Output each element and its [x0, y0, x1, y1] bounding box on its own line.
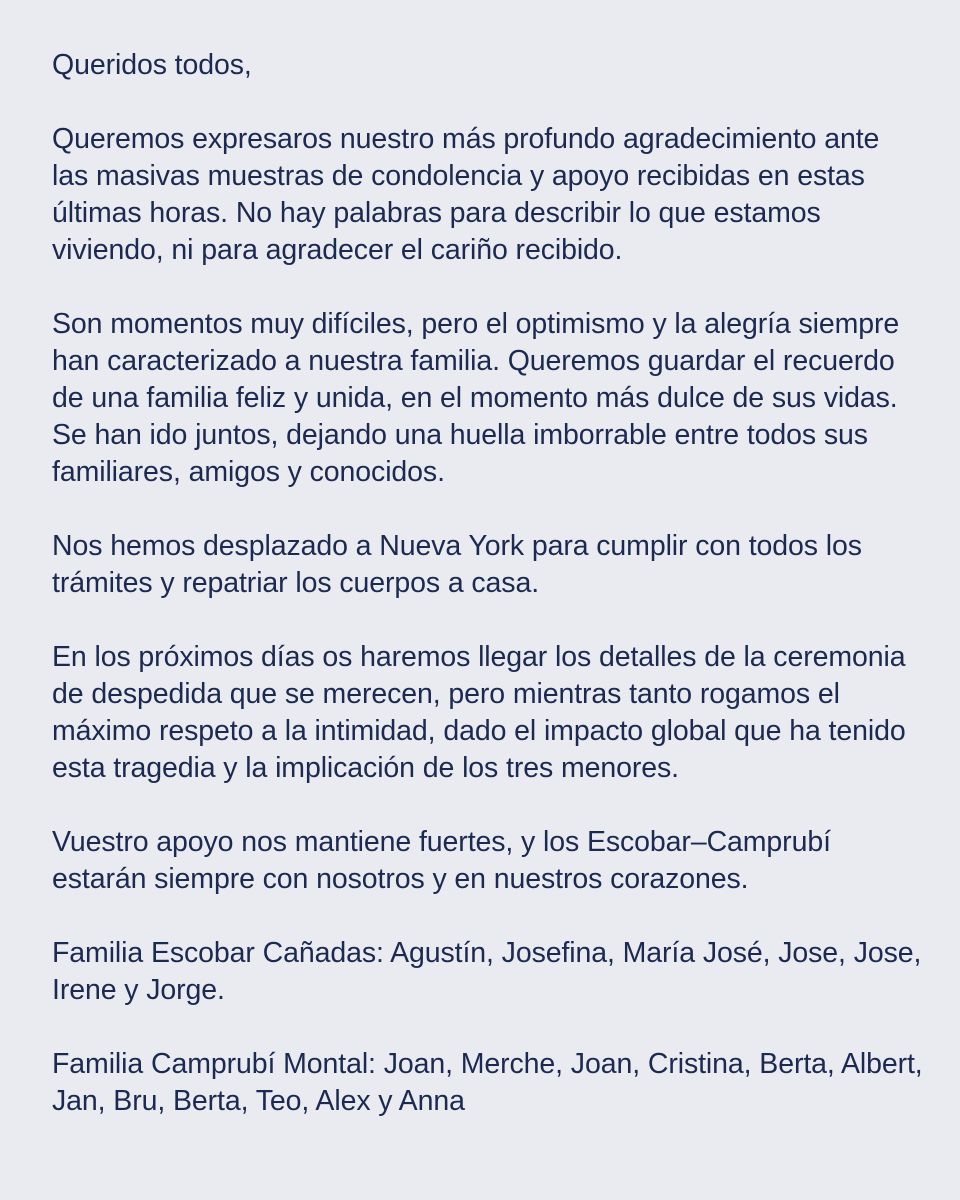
text-line: Familia Escobar Cañadas: Agustín, Josefina, María José, Jose, Jose,	[52, 937, 922, 969]
gratitude-paragraph	[52, 121, 932, 269]
text-line: Se han ido juntos, dejando una huella imborrable entre todos sus	[52, 419, 868, 451]
support-paragraph	[52, 824, 932, 898]
text-line: Irene y Jorge.	[52, 974, 225, 1006]
text-line: viviendo, ni para agradecer el cariño recibido.	[52, 234, 623, 266]
travel-paragraph	[52, 528, 932, 602]
text-line: Queremos expresaros nuestro más profundo agradecimiento ante	[52, 123, 880, 155]
text-line: de despedida que se merecen, pero mientras tanto rogamos el	[52, 678, 840, 710]
text-line: Son momentos muy difíciles, pero el optimismo y la alegría siempre	[52, 308, 900, 340]
text-line: Familia Camprubí Montal: Joan, Merche, Joan, Cristina, Berta, Albert,	[52, 1048, 923, 1080]
text-line: Nos hemos desplazado a Nueva York para cumplir con todos los	[52, 530, 862, 562]
text-line: máximo respeto a la intimidad, dado el impacto global que ha tenido	[52, 715, 906, 747]
text-line: estarán siempre con nosotros y en nuestros corazones.	[52, 863, 749, 895]
text-line: trámites y repatriar los cuerpos a casa.	[52, 567, 540, 599]
text-line: familiares, amigos y conocidos.	[52, 456, 445, 488]
text-line: Queridos todos,	[52, 49, 252, 81]
ceremony-paragraph	[52, 639, 932, 787]
text-line: últimas horas. No hay palabras para describir lo que estamos	[52, 197, 821, 229]
signature-escobar	[52, 935, 932, 1009]
text-line: las masivas muestras de condolencia y apoyo recibidas en estas	[52, 160, 865, 192]
greeting-paragraph	[52, 47, 932, 84]
text-line: han caracterizado a nuestra familia. Queremos guardar el recuerdo	[52, 345, 895, 377]
signature-camprubi	[52, 1046, 932, 1120]
text-line: esta tragedia y la implicación de los tres menores.	[52, 752, 679, 784]
memory-paragraph	[52, 306, 932, 491]
text-line: En los próximos días os haremos llegar los detalles de la ceremonia	[52, 641, 906, 673]
text-line: Jan, Bru, Berta, Teo, Alex y Anna	[52, 1085, 465, 1117]
letter-body	[52, 47, 932, 1157]
text-line: de una familia feliz y unida, en el momento más dulce de sus vidas.	[52, 382, 898, 414]
text-line: Vuestro apoyo nos mantiene fuertes, y los Escobar–Camprubí	[52, 826, 831, 858]
